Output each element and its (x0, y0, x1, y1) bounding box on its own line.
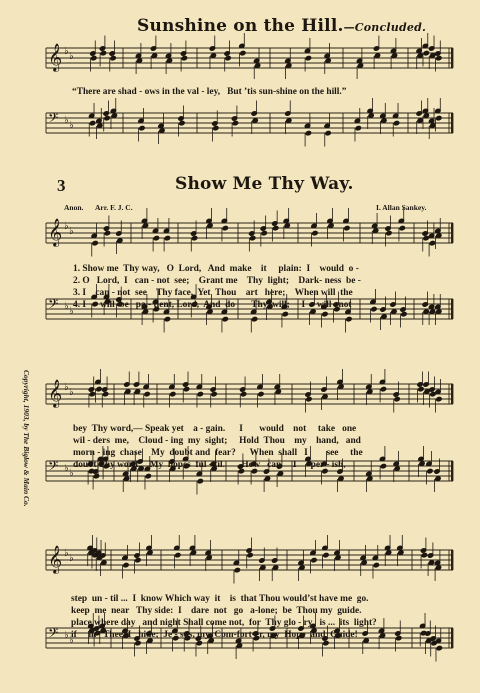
note-head (264, 476, 270, 481)
note-head (260, 565, 266, 570)
note-head (272, 565, 278, 570)
bass-clef-icon: 𝄢 (48, 625, 59, 644)
note-head (96, 386, 102, 391)
lyric-line: place where day and night Shall come not, for Thy glo - ry is ... its light? (71, 618, 377, 628)
note-head (361, 560, 367, 565)
note-head (250, 235, 256, 240)
lyric-line: 4. I will be pa - tient, Lord, And do Thy will; I will not (73, 300, 352, 310)
note-head (399, 225, 405, 230)
note-head (135, 640, 141, 645)
lyric-line: wil - ders me, Cloud - ing my sight; Hold Thou my hand, and (73, 436, 361, 446)
note-head (240, 50, 246, 55)
note-head (91, 55, 97, 60)
flat-icon: ♭ (69, 226, 74, 237)
note-head (311, 557, 317, 562)
composer-credit: I. Allan Sankey. (376, 203, 427, 212)
note-head (89, 391, 95, 396)
note-head (89, 120, 95, 125)
note-head (418, 386, 424, 391)
hymn2-number: 3 (57, 176, 66, 195)
note-head (147, 550, 153, 555)
note-head (151, 53, 157, 58)
note-head (357, 63, 363, 68)
note-head (381, 118, 387, 123)
flat-icon: ♭ (69, 553, 74, 564)
note-head (436, 233, 442, 238)
flat-icon: ♭ (64, 382, 69, 393)
note-head (183, 386, 189, 391)
note-head (374, 53, 380, 58)
note-head (429, 240, 435, 245)
treble-clef-icon: 𝄞 (48, 43, 63, 71)
note-head (373, 228, 379, 233)
note-head (211, 391, 217, 396)
note-head (421, 552, 427, 557)
note-head (139, 125, 145, 130)
note-head (380, 463, 386, 468)
arranger-credit: Arr. F. J. C. (95, 203, 133, 212)
note-head (190, 550, 196, 555)
lyric-line: 1. Show me Thy way, O Lord, And make it plain: I would o - (73, 264, 359, 274)
note-head (367, 476, 373, 481)
treble-clef-icon: 𝄞 (48, 218, 63, 246)
bass-clef-icon: 𝄢 (48, 110, 59, 129)
note-head (398, 550, 404, 555)
system1-lyrics (73, 263, 361, 311)
note-head (236, 643, 242, 648)
note-head (153, 235, 159, 240)
note-head (207, 223, 213, 228)
note-head (381, 314, 387, 319)
note-head (338, 384, 344, 389)
note-head (435, 476, 441, 481)
note-head (175, 552, 181, 557)
lyric-line: doubt Thy word, My hopes ful - fil. How can I per - ish, (73, 460, 346, 470)
copyright-notice: Copyright, 1903, by The Biglow & Main Co. (22, 370, 31, 507)
note-head (423, 235, 429, 240)
note-head (166, 58, 172, 63)
flat-icon: ♭ (69, 468, 74, 479)
note-head (210, 53, 216, 58)
note-head (393, 120, 399, 125)
hymn1-refrain-lyric: “There are shad - ows in the val - ley, But ’tis sun-shine on the hill.” (72, 87, 347, 97)
note-head (401, 311, 407, 316)
note-head (322, 394, 328, 399)
hymn1-concluded-label: —Concluded. (343, 21, 426, 34)
note-head (323, 552, 329, 557)
note-head (232, 120, 238, 125)
note-head (435, 565, 441, 570)
note-head (92, 240, 98, 245)
note-head (312, 230, 318, 235)
note-head (379, 633, 385, 638)
note-head (367, 389, 373, 394)
note-head (222, 316, 228, 321)
hymn1-title (137, 16, 426, 36)
note-head (123, 562, 129, 567)
note-head (338, 476, 344, 481)
note-head (373, 562, 379, 567)
note-head (145, 473, 151, 478)
note-head (322, 311, 328, 316)
flat-icon: ♭ (64, 463, 69, 474)
note-head (436, 396, 442, 401)
note-head (325, 130, 331, 135)
note-head (254, 63, 260, 68)
note-head (192, 235, 198, 240)
note-head (355, 125, 361, 130)
flat-icon: ♭ (69, 635, 74, 646)
note-head (284, 223, 290, 228)
note-head (110, 55, 116, 60)
words-credit: Anon. (64, 203, 84, 212)
note-head (286, 63, 292, 68)
note-head (305, 130, 311, 135)
note-head (428, 560, 434, 565)
note-head (93, 473, 99, 478)
note-head (380, 386, 386, 391)
note-head (429, 53, 435, 58)
note-head (123, 476, 129, 481)
note-head (277, 471, 283, 476)
note-head (429, 123, 435, 128)
note-head (261, 230, 267, 235)
note-head (258, 391, 264, 396)
note-head (222, 225, 228, 230)
note-head (142, 223, 148, 228)
flat-icon: ♭ (64, 548, 69, 559)
lyric-line: step un - til ... I know Which way it is that Thou would’st have me go. (71, 594, 369, 604)
note-head (273, 225, 279, 230)
note-head (164, 316, 170, 321)
note-head (335, 555, 341, 560)
note-head (346, 316, 352, 321)
note-head (213, 125, 219, 130)
note-head (197, 478, 203, 483)
treble-clef-icon: 𝄞 (48, 379, 63, 407)
flat-icon: ♭ (69, 387, 74, 398)
note-head (241, 391, 247, 396)
hymn1-title-text: Sunshine on the Hill. (137, 16, 344, 36)
note-head (196, 640, 202, 645)
bass-clef-icon: 𝄢 (48, 296, 59, 315)
note-head (252, 118, 258, 123)
note-head (344, 225, 350, 230)
note-head (111, 113, 117, 118)
flat-icon: ♭ (64, 46, 69, 57)
note-head (286, 118, 292, 123)
note-head (100, 50, 106, 55)
note-head (197, 391, 203, 396)
note-head (299, 565, 305, 570)
note-head (181, 55, 187, 60)
note-head (325, 58, 331, 63)
lyric-line: keep me near Thy side: I dare not go a-lone; be Thou my guide. (71, 606, 362, 616)
note-head (323, 640, 329, 645)
note-head (134, 389, 140, 394)
note-head (104, 230, 110, 235)
note-head (103, 391, 109, 396)
note-head (436, 55, 442, 60)
system2-lyrics (73, 423, 363, 471)
flat-icon: ♭ (64, 221, 69, 232)
note-head (371, 306, 377, 311)
note-head (386, 230, 392, 235)
note-head (170, 391, 176, 396)
system3-lyrics (71, 593, 377, 641)
note-head (125, 389, 131, 394)
flat-icon: ♭ (64, 301, 69, 312)
note-head (225, 55, 231, 60)
note-head (206, 555, 212, 560)
note-head (97, 123, 103, 128)
note-head (436, 645, 442, 650)
note-head (252, 316, 258, 321)
flat-icon: ♭ (69, 120, 74, 131)
note-head (306, 396, 312, 401)
note-head (436, 115, 442, 120)
note-head (164, 235, 170, 240)
note-head (247, 552, 253, 557)
hymn2-title: Show Me Thy Way. (175, 174, 354, 194)
lyric-line: if in Thee I hide; Je - sus, my Com-fort-er, my Hope and Guide! (71, 630, 358, 640)
note-head (368, 113, 374, 118)
note-head (436, 309, 442, 314)
bass-clef-icon: 𝄢 (48, 458, 59, 477)
note-head (385, 550, 391, 555)
flat-icon: ♭ (64, 630, 69, 641)
note-head (135, 557, 141, 562)
flat-icon: ♭ (69, 51, 74, 62)
flat-icon: ♭ (64, 115, 69, 126)
note-head (394, 396, 400, 401)
note-head (394, 466, 400, 471)
flat-icon: ♭ (69, 306, 74, 317)
note-head (282, 311, 288, 316)
note-head (429, 309, 435, 314)
note-head (396, 635, 402, 640)
note-head (117, 238, 123, 243)
note-head (423, 113, 429, 118)
note-head (328, 223, 334, 228)
note-head (234, 567, 240, 572)
note-head (419, 461, 425, 466)
note-head (305, 55, 311, 60)
note-head (417, 53, 423, 58)
note-head (391, 53, 397, 58)
lyric-line: bey Thy word,— Speak yet a - gain. I would not take one (73, 424, 357, 434)
note-head (136, 58, 142, 63)
note-head (391, 309, 397, 314)
note-head (423, 309, 429, 314)
lyric-line: 2. O Lord, I can - not see; Grant me Thy light; Dark- ness be - (73, 276, 361, 286)
treble-clef-icon: 𝄞 (48, 545, 63, 573)
note-head (144, 391, 150, 396)
note-head (423, 50, 429, 55)
note-head (275, 389, 281, 394)
lyric-line: 3. I can - not see Thy face, Yet Thou art here; When will the (73, 288, 353, 298)
note-head (101, 560, 107, 565)
note-head (104, 115, 110, 120)
lyric-line: morn - ing chase My doubt and fear? When shall I see the (73, 448, 363, 458)
note-head (427, 468, 433, 473)
note-head (179, 120, 185, 125)
note-head (417, 118, 423, 123)
note-head (159, 128, 165, 133)
